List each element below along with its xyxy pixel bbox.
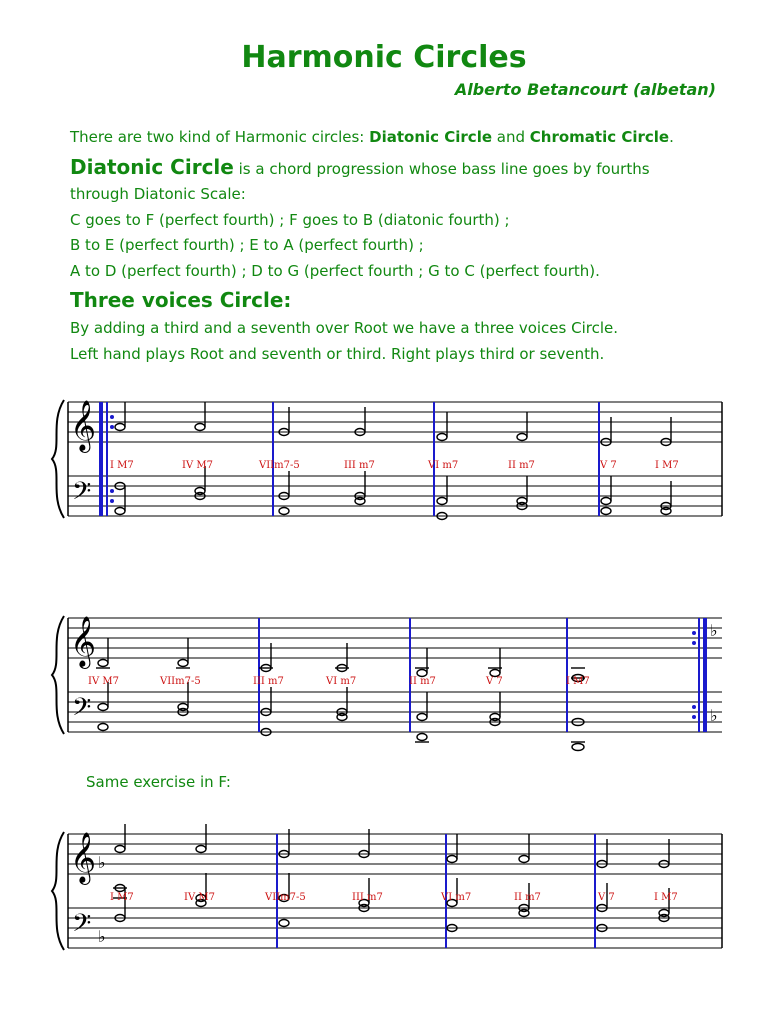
intro-line-7: By adding a third and a seventh over Root we have a three voices Circle. xyxy=(70,319,618,337)
chord-symbol: III m7 xyxy=(253,676,284,687)
chord-symbol: IV M7 xyxy=(184,892,215,903)
bass-clef-icon: 𝄢 xyxy=(72,477,92,512)
intro-text: . xyxy=(669,128,674,146)
same-exercise-label: Same exercise in F: xyxy=(86,773,231,791)
chord-symbols xyxy=(110,460,679,471)
key-signature-flat-icon: ♭ xyxy=(710,621,718,640)
chord-symbol: II m7 xyxy=(508,460,535,471)
intro-text: and xyxy=(492,128,530,146)
bass-staff xyxy=(68,908,722,948)
intro-line-2 xyxy=(70,155,650,179)
brace xyxy=(52,832,64,950)
three-voices-heading: Three voices Circle: xyxy=(70,288,292,312)
intro-line-5: B to E (perfect fourth) ; E to A (perfect fourth) ; xyxy=(70,236,424,254)
chord-symbol: VI m7 xyxy=(428,460,459,471)
repeat-start xyxy=(99,402,114,516)
chord-symbol: II m7 xyxy=(514,892,541,903)
chord-symbol: V 7 xyxy=(486,676,503,687)
author-name: Alberto Betancourt (albetan) xyxy=(454,80,716,99)
chord-symbol: VIIm7-5 xyxy=(265,892,306,903)
intro-line-1 xyxy=(70,128,674,146)
intro-line-6: A to D (perfect fourth) ; D to G (perfect fourth ; G to C (perfect fourth). xyxy=(70,262,600,280)
chord-symbol: III m7 xyxy=(344,460,375,471)
chord-symbol: I M7 xyxy=(110,460,134,471)
chord-symbols xyxy=(110,892,678,903)
chord-symbol: I M7 xyxy=(655,460,679,471)
chromatic-circle-term: Chromatic Circle xyxy=(529,128,670,146)
diatonic-circle-heading: Diatonic Circle xyxy=(70,155,234,179)
brace xyxy=(52,400,64,518)
page-title: Harmonic Circles xyxy=(241,40,527,75)
bass-staff xyxy=(68,692,722,732)
chord-symbol: IV M7 xyxy=(182,460,213,471)
key-signature-flat-icon: ♭ xyxy=(98,927,106,946)
bass-clef-icon: 𝄢 xyxy=(72,693,92,728)
diatonic-circle-term: Diatonic Circle xyxy=(369,128,493,146)
intro-line-4: C goes to F (perfect fourth) ; F goes to B (diatonic fourth) ; xyxy=(70,211,510,229)
treble-clef-icon: 𝄞 xyxy=(70,616,97,667)
chord-symbol: VI m7 xyxy=(441,892,472,903)
treble-staff xyxy=(68,618,722,658)
intro-text: is a chord progression whose bass line goes by fourths xyxy=(233,160,650,178)
bass-notes xyxy=(115,466,671,520)
chord-symbol: I M7 xyxy=(110,892,134,903)
chord-symbol: VI m7 xyxy=(326,676,357,687)
key-signature-flat-icon: ♭ xyxy=(710,706,718,725)
repeat-end xyxy=(692,618,707,732)
chord-symbol: VIIm7-5 xyxy=(160,676,201,687)
music-system-1 xyxy=(0,392,768,522)
music-system-3 xyxy=(0,822,768,957)
music-system-2 xyxy=(0,604,768,754)
intro-line-3: through Diatonic Scale: xyxy=(70,185,246,203)
treble-notes xyxy=(115,402,671,446)
treble-staff xyxy=(68,834,722,874)
chord-symbol: VIIm7-5 xyxy=(259,460,300,471)
brace xyxy=(52,616,64,734)
barlines xyxy=(273,402,599,516)
chord-symbol: IV M7 xyxy=(88,676,119,687)
treble-staff xyxy=(68,402,722,442)
chord-symbol: I M7 xyxy=(566,676,590,687)
barlines xyxy=(259,618,567,732)
treble-clef-icon: 𝄞 xyxy=(70,832,97,883)
chord-symbol: V 7 xyxy=(600,460,617,471)
barlines xyxy=(277,834,595,948)
chord-symbol: V 7 xyxy=(598,892,615,903)
treble-clef-icon: 𝄞 xyxy=(70,400,97,451)
chord-symbol: II m7 xyxy=(409,676,436,687)
chord-symbol: I M7 xyxy=(654,892,678,903)
treble-notes xyxy=(115,824,669,868)
key-signature-flat-icon: ♭ xyxy=(98,853,106,872)
bass-clef-icon: 𝄢 xyxy=(72,909,92,944)
chord-symbols xyxy=(88,676,590,687)
intro-line-8: Left hand plays Root and seventh or third. Right plays third or seventh. xyxy=(70,345,605,363)
chord-symbol: III m7 xyxy=(352,892,383,903)
treble-notes xyxy=(96,638,585,682)
bass-staff xyxy=(68,476,722,516)
intro-text: There are two kind of Harmonic circles: xyxy=(70,128,370,146)
